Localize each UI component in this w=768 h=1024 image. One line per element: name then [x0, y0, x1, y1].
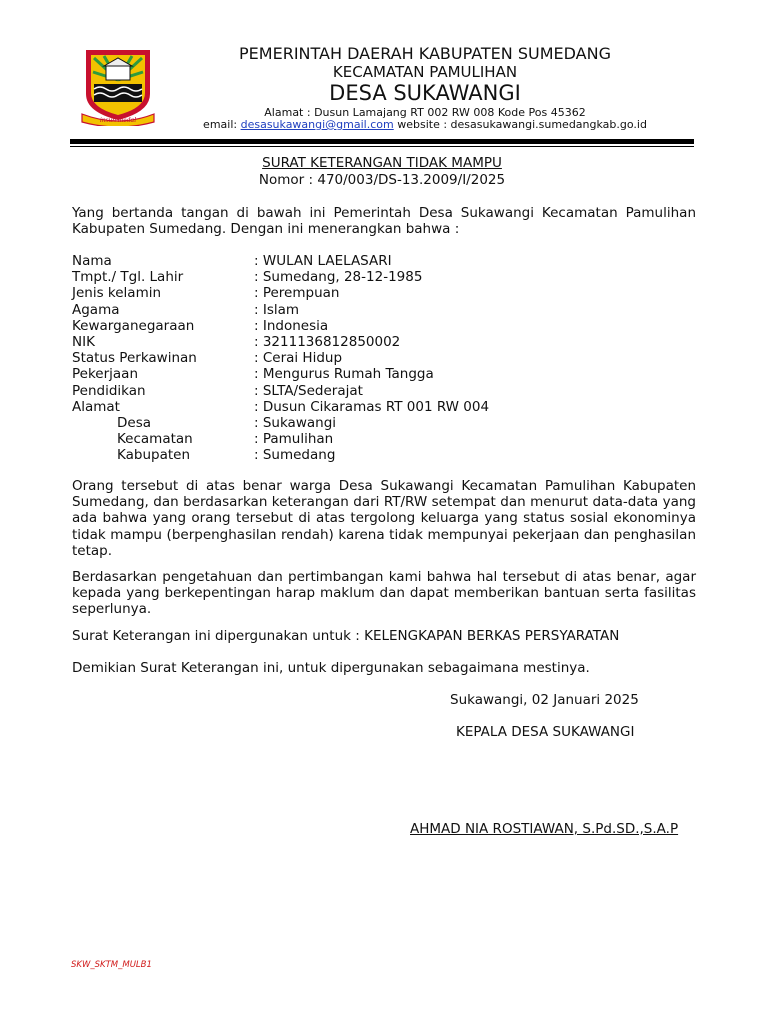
- field-row: [72, 383, 489, 399]
- regency-crest-logo: [80, 44, 156, 126]
- field-value: : Perempuan: [254, 285, 340, 302]
- field-value: : Sumedang: [254, 447, 336, 464]
- field-label: NIK: [72, 334, 95, 351]
- field-label: Status Perkawinan: [72, 350, 197, 367]
- field-row: [72, 253, 489, 269]
- letter-number: Nomor : 470/003/DS-13.2009/I/2025: [258, 172, 506, 188]
- field-row: [72, 285, 489, 301]
- field-value: : Cerai Hidup: [254, 350, 343, 367]
- field-label: Tmpt./ Tgl. Lahir: [72, 269, 184, 286]
- field-label: Kecamatan: [117, 431, 193, 448]
- field-value: : Mengurus Rumah Tangga: [254, 366, 434, 383]
- letter-title: SURAT KETERANGAN TIDAK MAMPU: [262, 155, 502, 171]
- letterhead-rule-thin: [70, 146, 694, 147]
- field-label: Pendidikan: [72, 382, 146, 399]
- kop-contact: [160, 118, 690, 131]
- field-row: [72, 447, 489, 463]
- field-value: : Pamulihan: [254, 431, 334, 448]
- statement-paragraph: Orang tersebut di atas benar warga Desa Sukawangi Kecamatan Pamulihan Kabupaten Sumedang, dan berdasarkan keterangan dari RT/RW setempat dan menurut data-data yang ada bahwa yang orang tersebut di atas tergolong keluarga yang status sosial ekonominya tidak mampu (berpenghasilan rendah) karena tidak mempunyai pekerjaan dan penghasilan tetap.: [72, 478, 696, 559]
- email-label: email:: [203, 118, 241, 131]
- field-row: [72, 318, 489, 334]
- field-value: : Indonesia: [254, 317, 329, 334]
- field-label: Kabupaten: [117, 447, 191, 464]
- document-code: SKW_SKTM_MULB1: [71, 960, 152, 970]
- field-value: : WULAN LAELASARI: [254, 253, 392, 269]
- signer-position: KEPALA DESA SUKAWANGI: [456, 724, 635, 740]
- field-row: [72, 399, 489, 415]
- signer-name: AHMAD NIA ROSTIAWAN, S.Pd.SD.,S.A.P: [410, 821, 679, 837]
- kop-district: KECAMATAN PAMULIHAN: [332, 63, 518, 81]
- letterhead-rule: [70, 139, 694, 144]
- field-label: Desa: [117, 415, 152, 432]
- field-row: [72, 431, 489, 447]
- field-row: [72, 269, 489, 285]
- consideration-paragraph: Berdasarkan pengetahuan dan pertimbangan kami bahwa hal tersebut di atas benar, agar kepada yang berkepentingan harap maklum dan dapat memberikan bantuan serta fasilitas seperlunya.: [72, 569, 696, 618]
- field-label: Agama: [72, 301, 120, 318]
- field-row: [72, 350, 489, 366]
- field-value: : 3211136812850002: [254, 334, 401, 351]
- field-value: : SLTA/Sederajat: [254, 382, 363, 399]
- field-label: Kewarganegaraan: [72, 317, 195, 334]
- field-row: [72, 334, 489, 350]
- purpose-paragraph: Surat Keterangan ini dipergunakan untuk : KELENGKAPAN BERKAS PERSYARATAN: [72, 628, 620, 644]
- field-row: [72, 302, 489, 318]
- field-label: Nama: [72, 253, 112, 269]
- kop-village: DESA SUKAWANGI: [329, 81, 521, 105]
- closing-paragraph: Demikian Surat Keterangan ini, untuk dipergunakan sebagaimana mestinya.: [72, 660, 590, 676]
- field-value: : Dusun Cikaramas RT 001 RW 004: [254, 398, 490, 415]
- field-value: : Sukawangi: [254, 415, 337, 432]
- kop-government: PEMERINTAH DAERAH KABUPATEN SUMEDANG: [239, 44, 611, 63]
- field-row: [72, 366, 489, 382]
- intro-paragraph: Yang bertanda tangan di bawah ini Pemerintah Desa Sukawangi Kecamatan Pamulihan Kabupaten Sumedang. Dengan ini menerangkan bahwa :: [72, 205, 696, 238]
- field-label: Jenis kelamin: [72, 285, 162, 302]
- email-link[interactable]: desasukawangi@gmail.com: [240, 118, 394, 131]
- field-value: : Sumedang, 28-12-1985: [254, 269, 423, 286]
- field-label: Alamat: [72, 398, 120, 415]
- identity-fields: [72, 253, 489, 464]
- field-label: Pekerjaan: [72, 366, 139, 383]
- kop-address: Alamat : Dusun Lamajang RT 002 RW 008 Kode Pos 45362: [264, 106, 586, 119]
- place-date: Sukawangi, 02 Januari 2025: [450, 692, 639, 708]
- svg-text:insun medal: insun medal: [99, 115, 137, 124]
- field-row: [72, 415, 489, 431]
- website-text: website : desasukawangi.sumedangkab.go.id: [393, 118, 647, 131]
- field-value: : Islam: [254, 301, 300, 318]
